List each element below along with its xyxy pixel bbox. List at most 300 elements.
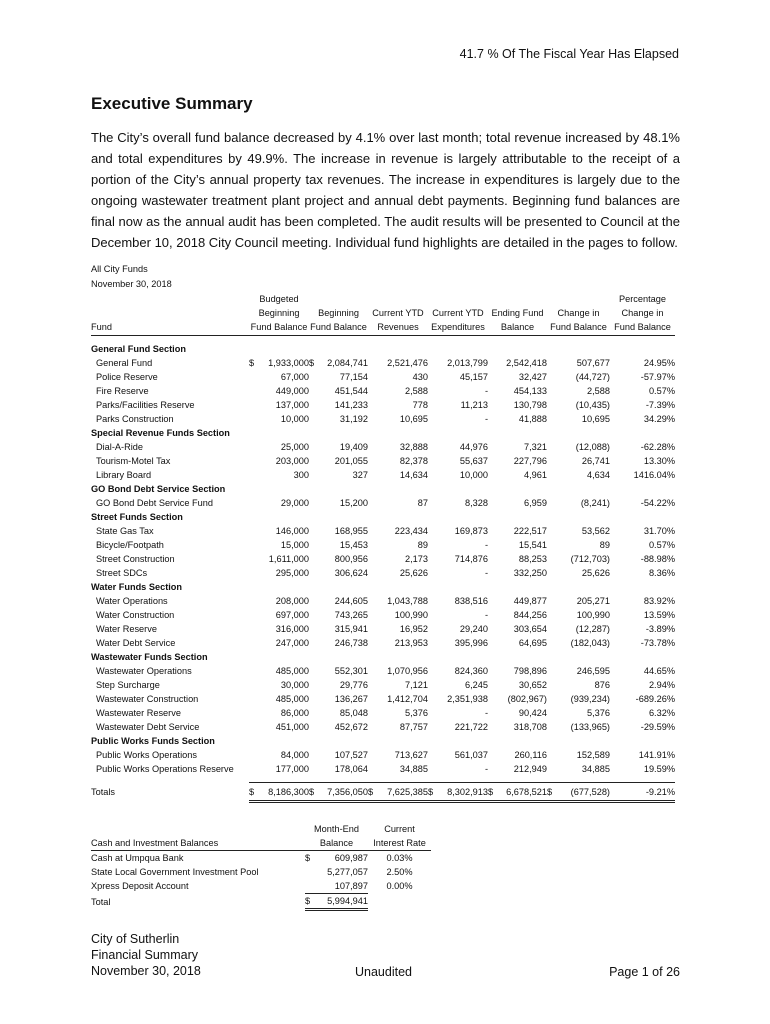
table-row — [91, 762, 675, 776]
executive-summary-text: The City’s overall fund balance decreased by 4.1% over last month; total revenue increased by 48.1% and total expenditures by 49.9%. The increase in revenue is largely attributable to the receipt of a portion of the City’s annual property tax revenues. The increase in expenditures is largely due to the ongoing wastewater treatment plant project and annual debt payments. Beginning fund balances are final now as the annual audit has been completed. The audit results will be presented to Council at the December 10, 2018 City Council meeting. Individual fund highlights are detailed in the pages to follow. — [91, 130, 680, 250]
col-header-ending: Ending Fund Balance — [488, 292, 547, 336]
cell-revenues: 223,434 — [394, 526, 428, 536]
col-header-beginning: Beginning Fund Balance — [309, 292, 368, 336]
cell-revenues: 213,953 — [394, 638, 428, 648]
col-header-change: Change in Fund Balance — [547, 292, 610, 336]
cell-ending: 332,250 — [513, 568, 547, 578]
cell-budgeted: 177,000 — [275, 764, 309, 774]
cell-budgeted: 300 — [293, 470, 309, 480]
table-row — [91, 748, 675, 762]
cell-pct: 6.32% — [648, 708, 675, 718]
section-title: Wastewater Funds Section — [91, 652, 208, 662]
cell-pct: 1416.04% — [633, 470, 675, 480]
cell-pct: 24.95% — [643, 358, 675, 368]
section-title: Water Funds Section — [91, 582, 183, 592]
cell-beginning: 315,941 — [334, 624, 368, 634]
cell-change: (133,965) — [570, 722, 610, 732]
cell-ending: 4,961 — [524, 470, 547, 480]
cell-beginning: 107,527 — [334, 750, 368, 760]
cell-change: 34,885 — [581, 764, 610, 774]
cell-beginning: 451,544 — [334, 386, 368, 396]
footer-block — [91, 931, 201, 979]
cell-beginning: 306,624 — [334, 568, 368, 578]
section-header-row — [91, 734, 675, 748]
fund-name: Fire Reserve — [96, 386, 149, 396]
totals-row — [91, 783, 675, 802]
cash-label: Xpress Deposit Account — [91, 881, 189, 892]
table-row — [91, 524, 675, 538]
cash-dollar — [305, 879, 315, 894]
cell-pct: -7.39% — [645, 400, 675, 410]
col-header-pct: Percentage Change in Fund Balance — [610, 292, 675, 336]
cell-pct: -689.26% — [635, 694, 675, 704]
fund-name: Water Construction — [96, 610, 175, 620]
cell-change: 4,634 — [587, 470, 610, 480]
section-header-row — [91, 426, 675, 440]
cell-pct: 2.94% — [648, 680, 675, 690]
cell-beginning: 168,955 — [334, 526, 368, 536]
cell-expenditures: 10,000 — [459, 470, 488, 480]
cash-col-label: Cash and Investment Balances — [91, 836, 305, 851]
total-ending-value: 6,678,521 — [506, 786, 547, 797]
cell-budgeted: 485,000 — [275, 666, 309, 676]
cell-beginning: 452,672 — [334, 722, 368, 732]
fund-name: Wastewater Operations — [96, 666, 192, 676]
table-row — [91, 370, 675, 384]
col-header-revenues: Current YTD Revenues — [368, 292, 428, 336]
fund-name: Bicycle/Footpath — [96, 540, 164, 550]
cell-pct: -29.59% — [640, 722, 675, 732]
cell-expenditures: 2,013,799 — [447, 358, 488, 368]
footer-report: Financial Summary — [91, 948, 198, 962]
cell-budgeted: 29,000 — [280, 498, 309, 508]
cash-total-row — [91, 894, 431, 910]
cell-ending: 7,321 — [524, 442, 547, 452]
fund-name: Street SDCs — [96, 568, 148, 578]
cell-revenues: 1,412,704 — [387, 694, 428, 704]
fund-table-header — [91, 292, 675, 336]
cash-label: Cash at Umpqua Bank — [91, 853, 184, 863]
cell-change: 26,741 — [581, 456, 610, 466]
cell-budgeted: 10,000 — [280, 414, 309, 424]
cell-ending: 41,888 — [518, 414, 547, 424]
cell-ending: (802,967) — [507, 694, 547, 704]
cell-budgeted: 86,000 — [280, 708, 309, 718]
table-row — [91, 440, 675, 454]
cell-ending: 2,542,418 — [506, 358, 547, 368]
table-caption-date: November 30, 2018 — [91, 279, 172, 289]
cell-expenditures: 11,213 — [460, 400, 488, 410]
cash-header-row-2 — [91, 836, 431, 851]
cash-header-row-1 — [91, 822, 431, 836]
section-title: Special Revenue Funds Section — [91, 428, 230, 438]
col-header-expenditures: Current YTD Expenditures — [428, 292, 488, 336]
cell-ending: 32,427 — [518, 372, 547, 382]
cash-balance: 5,277,057 — [327, 867, 369, 877]
cash-rate: 0.00% — [386, 881, 413, 892]
cash-dollar — [305, 865, 315, 879]
cell-budgeted: 316,000 — [275, 624, 309, 634]
cell-pct: -62.28% — [640, 442, 675, 452]
fund-name: Library Board — [96, 470, 152, 480]
cash-balance: 107,897 — [315, 879, 368, 894]
fund-name: General Fund — [96, 358, 153, 368]
currency-symbol: $ — [547, 786, 553, 797]
cell-change: (182,043) — [570, 638, 610, 648]
cell-revenues: 89 — [417, 540, 428, 550]
fund-name: Water Debt Service — [96, 638, 176, 648]
fund-name: Water Reserve — [96, 624, 157, 634]
cell-change: (8,241) — [580, 498, 610, 508]
section-header-row — [91, 482, 675, 496]
cell-change: (12,088) — [575, 442, 610, 452]
cell-revenues: 2,173 — [405, 554, 428, 564]
cell-pct: -54.22% — [640, 498, 675, 508]
cell-beginning: 244,605 — [334, 596, 368, 606]
table-row — [91, 608, 675, 622]
cell-ending: 798,896 — [513, 666, 547, 676]
cell-change: 876 — [594, 680, 610, 690]
cell-beginning — [309, 356, 368, 370]
total-change-value: (677,528) — [570, 786, 610, 797]
fund-table-body — [91, 336, 675, 802]
table-row — [91, 622, 675, 636]
cell-pct: 8.36% — [648, 568, 675, 578]
cell-expenditures: 44,976 — [459, 442, 488, 452]
cell-revenues: 34,885 — [399, 764, 428, 774]
cell-pct: 31.70% — [643, 526, 675, 536]
section-title: GO Bond Debt Service Section — [91, 484, 226, 494]
section-header-row — [91, 650, 675, 664]
cell-revenues: 5,376 — [405, 708, 428, 718]
cell-expenditures: 169,873 — [454, 526, 488, 536]
page-number: Page 1 of 26 — [609, 965, 680, 979]
table-row — [91, 706, 675, 720]
cell-expenditures: 8,328 — [465, 498, 488, 508]
cell-change: 10,695 — [581, 414, 610, 424]
cell-change: 152,589 — [576, 750, 610, 760]
cell-revenues: 25,626 — [399, 568, 428, 578]
cell-beginning: 178,064 — [334, 764, 368, 774]
currency-symbol: $ — [309, 786, 315, 797]
cell-ending: 130,798 — [513, 400, 547, 410]
fund-name: Parks/Facilities Reserve — [96, 400, 195, 410]
cell-expenditures: - — [484, 414, 488, 424]
currency-symbol: $ — [488, 786, 494, 797]
cell-expenditures: 55,637 — [459, 456, 488, 466]
table-row — [91, 594, 675, 608]
table-row — [91, 398, 675, 412]
fund-name: Public Works Operations Reserve — [96, 764, 234, 774]
cell-budgeted: 15,000 — [280, 540, 309, 550]
cell-expenditures: 6,245 — [465, 680, 488, 690]
table-row — [91, 566, 675, 580]
table-row — [91, 692, 675, 706]
cell-revenues: 2,521,476 — [387, 358, 428, 368]
cell-ending: 222,517 — [513, 526, 547, 536]
cell-pct: -57.97% — [640, 372, 675, 382]
cell-ending: 303,654 — [513, 624, 547, 634]
cell-revenues: 14,634 — [399, 470, 428, 480]
fund-name: Step Surcharge — [96, 680, 160, 690]
cell-budgeted: 67,000 — [280, 372, 309, 382]
cell-pct: -3.89% — [645, 624, 675, 634]
cell-ending: 227,796 — [513, 456, 547, 466]
cell-budgeted: 137,000 — [275, 400, 309, 410]
cell-expenditures: 29,240 — [459, 624, 488, 634]
cell-revenues: 430 — [412, 372, 428, 382]
cell-ending: 30,652 — [518, 680, 547, 690]
cell-expenditures: - — [484, 386, 488, 396]
cell-beginning: 19,409 — [339, 442, 368, 452]
cell-pct: -73.78% — [640, 638, 675, 648]
cell-expenditures: 45,157 — [459, 372, 488, 382]
currency-symbol: $ — [249, 358, 255, 368]
table-row — [91, 356, 675, 370]
cell-expenditures: - — [484, 764, 488, 774]
cell-change: (10,435) — [575, 400, 610, 410]
cell-pct: 83.92% — [643, 596, 675, 606]
cash-dollar: $ — [305, 853, 311, 863]
table-row — [91, 496, 675, 510]
table-row — [91, 384, 675, 398]
cell-change: 53,562 — [581, 526, 610, 536]
cell-beginning: 136,267 — [334, 694, 368, 704]
cell-expenditures: 2,351,938 — [447, 694, 488, 704]
total-budgeted — [249, 783, 309, 802]
cash-total-dollar: $ — [305, 894, 315, 910]
cell-beginning: 29,776 — [339, 680, 368, 690]
fund-balance-table — [91, 292, 675, 803]
cell-revenues: 778 — [412, 400, 428, 410]
fund-name: Wastewater Debt Service — [96, 722, 200, 732]
fund-name: Police Reserve — [96, 372, 158, 382]
table-row — [91, 454, 675, 468]
cell-revenues: 7,121 — [405, 680, 428, 690]
cash-row — [91, 851, 431, 866]
table-caption-title: All City Funds — [91, 264, 148, 274]
fund-name: Street Construction — [96, 554, 175, 564]
cell-expenditures: 824,360 — [454, 666, 488, 676]
cell-budgeted: 451,000 — [275, 722, 309, 732]
cell-budgeted: 295,000 — [275, 568, 309, 578]
cell-ending: 844,256 — [513, 610, 547, 620]
fund-name: GO Bond Debt Service Fund — [96, 498, 213, 508]
currency-symbol: $ — [428, 786, 434, 797]
cell-revenues: 82,378 — [399, 456, 428, 466]
cell-beginning: 31,192 — [339, 414, 368, 424]
cell-expenditures: - — [484, 610, 488, 620]
cell-ending: 318,708 — [513, 722, 547, 732]
cash-total-label: Total — [91, 896, 111, 907]
cash-label: State Local Government Investment Pool — [91, 867, 259, 877]
cell-expenditures: - — [484, 708, 488, 718]
table-row — [91, 664, 675, 678]
section-title: General Fund Section — [91, 344, 186, 354]
cell-expenditures: - — [484, 540, 488, 550]
cell-pct: 0.57% — [648, 386, 675, 396]
fund-name: Wastewater Reserve — [96, 708, 181, 718]
cell-budgeted: 697,000 — [275, 610, 309, 620]
cell-change: (712,703) — [570, 554, 610, 564]
cell-budgeted-value: 1,933,000 — [268, 358, 309, 368]
cell-pct: 13.59% — [643, 610, 675, 620]
cash-col-rate-l2: Interest Rate — [368, 836, 431, 851]
fund-name: Water Operations — [96, 596, 168, 606]
cell-budgeted: 247,000 — [275, 638, 309, 648]
cell-revenues: 2,588 — [405, 386, 428, 396]
cell-revenues: 32,888 — [399, 442, 428, 452]
cell-budgeted: 84,000 — [280, 750, 309, 760]
cell-budgeted: 1,611,000 — [268, 554, 309, 564]
cell-change: 100,990 — [576, 610, 610, 620]
cell-pct: 34.29% — [643, 414, 675, 424]
cell-expenditures: 395,996 — [454, 638, 488, 648]
currency-symbol: $ — [249, 786, 255, 797]
cell-expenditures: 714,876 — [454, 554, 488, 564]
cell-change: 5,376 — [587, 708, 610, 718]
total-beginning-value: 7,356,050 — [327, 786, 368, 797]
table-row — [91, 678, 675, 692]
cell-change: 246,595 — [576, 666, 610, 676]
total-beginning — [309, 783, 368, 802]
cell-revenues: 713,627 — [394, 750, 428, 760]
total-budgeted-value: 8,186,300 — [268, 786, 309, 797]
table-row — [91, 412, 675, 426]
cell-change: (12,287) — [575, 624, 610, 634]
section-title: Street Funds Section — [91, 512, 183, 522]
fund-name: Dial-A-Ride — [96, 442, 143, 452]
cell-budgeted: 485,000 — [275, 694, 309, 704]
fund-name: Tourism-Motel Tax — [96, 456, 171, 466]
cell-ending: 15,541 — [518, 540, 547, 550]
cell-revenues: 16,952 — [399, 624, 428, 634]
cell-ending: 90,424 — [518, 708, 547, 718]
cell-ending: 260,116 — [514, 750, 547, 760]
cell-ending: 454,133 — [513, 386, 547, 396]
cell-revenues: 87,757 — [399, 722, 428, 732]
cell-beginning: 743,265 — [334, 610, 368, 620]
total-expenditures — [428, 783, 488, 802]
cell-revenues: 100,990 — [394, 610, 428, 620]
fund-name: Parks Construction — [96, 414, 174, 424]
cell-budgeted: 208,000 — [275, 596, 309, 606]
table-row — [91, 468, 675, 482]
cell-budgeted: 25,000 — [280, 442, 309, 452]
total-ending — [488, 783, 547, 802]
cell-ending: 449,877 — [513, 596, 547, 606]
table-row — [91, 720, 675, 734]
section-title: Public Works Funds Section — [91, 736, 215, 746]
cell-ending: 6,959 — [524, 498, 547, 508]
cell-beginning: 15,453 — [339, 540, 368, 550]
footer-status: Unaudited — [355, 965, 412, 979]
cash-total-balance: 5,994,941 — [315, 894, 368, 910]
table-row — [91, 636, 675, 650]
total-change — [547, 783, 610, 802]
total-revenues-value: 7,625,385 — [387, 786, 428, 797]
fund-name: Wastewater Construction — [96, 694, 199, 704]
cell-budgeted: 449,000 — [275, 386, 309, 396]
cell-beginning: 15,200 — [339, 498, 368, 508]
cell-pct: 13.30% — [643, 456, 675, 466]
cash-balances-table — [91, 822, 431, 911]
cell-budgeted: 30,000 — [280, 680, 309, 690]
cash-row — [91, 865, 431, 879]
cell-change: 89 — [599, 540, 610, 550]
cell-expenditures: 221,722 — [454, 722, 488, 732]
cash-row — [91, 879, 431, 894]
cell-pct: 0.57% — [648, 540, 675, 550]
cash-col-rate-l1: Current — [384, 824, 415, 834]
cell-expenditures: 561,037 — [454, 750, 488, 760]
cash-table-body — [91, 851, 431, 910]
col-header-budgeted: Budgeted Beginning Fund Balance — [249, 292, 309, 336]
cell-pct: 141.91% — [638, 750, 675, 760]
cell-beginning: 800,956 — [334, 554, 368, 564]
cell-expenditures: - — [484, 568, 488, 578]
cell-ending: 88,253 — [518, 554, 547, 564]
section-header-row — [91, 580, 675, 594]
cell-change: (44,727) — [575, 372, 610, 382]
cash-balance: 609,987 — [334, 853, 369, 863]
cash-col-balance-l1: Month-End — [314, 824, 359, 834]
cell-ending: 64,695 — [518, 638, 547, 648]
cell-change: (939,234) — [570, 694, 610, 704]
section-header-row — [91, 510, 675, 524]
table-row — [91, 538, 675, 552]
footer-city: City of Sutherlin — [91, 932, 180, 946]
totals-label: Totals — [91, 787, 115, 797]
cell-revenues: 87 — [417, 498, 428, 508]
cell-change: 2,588 — [587, 386, 610, 396]
cell-budgeted: 203,000 — [275, 456, 309, 466]
total-revenues — [368, 783, 428, 802]
fund-name: Public Works Operations — [96, 750, 197, 760]
table-row — [91, 552, 675, 566]
cell-ending: 212,949 — [513, 764, 547, 774]
cell-revenues: 1,043,788 — [387, 596, 428, 606]
cell-pct: 44.65% — [643, 666, 675, 676]
total-expenditures-value: 8,302,913 — [447, 786, 488, 797]
page-title: Executive Summary — [91, 94, 253, 113]
fiscal-year-elapsed: 41.7 % Of The Fiscal Year Has Elapsed — [459, 47, 679, 61]
cell-beginning-value: 2,084,741 — [327, 358, 368, 368]
footer-date: November 30, 2018 — [91, 964, 201, 978]
cash-rate: 0.03% — [386, 853, 413, 863]
cell-beginning: 141,233 — [334, 400, 368, 410]
cell-budgeted: 146,000 — [275, 526, 309, 536]
currency-symbol: $ — [309, 358, 315, 368]
cell-beginning: 201,055 — [334, 456, 368, 466]
cell-revenues: 10,695 — [399, 414, 428, 424]
cell-change: 507,677 — [576, 358, 610, 368]
cell-expenditures: 838,516 — [454, 596, 488, 606]
cell-change: 25,626 — [581, 568, 610, 578]
cell-beginning: 552,301 — [334, 666, 368, 676]
cell-revenues: 1,070,956 — [387, 666, 428, 676]
cell-beginning: 85,048 — [339, 708, 368, 718]
col-header-fund: Fund — [91, 292, 249, 336]
cash-rate: 2.50% — [386, 867, 413, 877]
cell-pct: -88.98% — [640, 554, 675, 564]
cell-beginning: 327 — [352, 470, 368, 480]
cash-col-balance-l2: Balance — [305, 836, 368, 851]
cell-beginning: 77,154 — [339, 372, 368, 382]
fund-name: State Gas Tax — [96, 526, 154, 536]
cell-pct: 19.59% — [643, 764, 675, 774]
total-pct: -9.21% — [610, 783, 675, 802]
